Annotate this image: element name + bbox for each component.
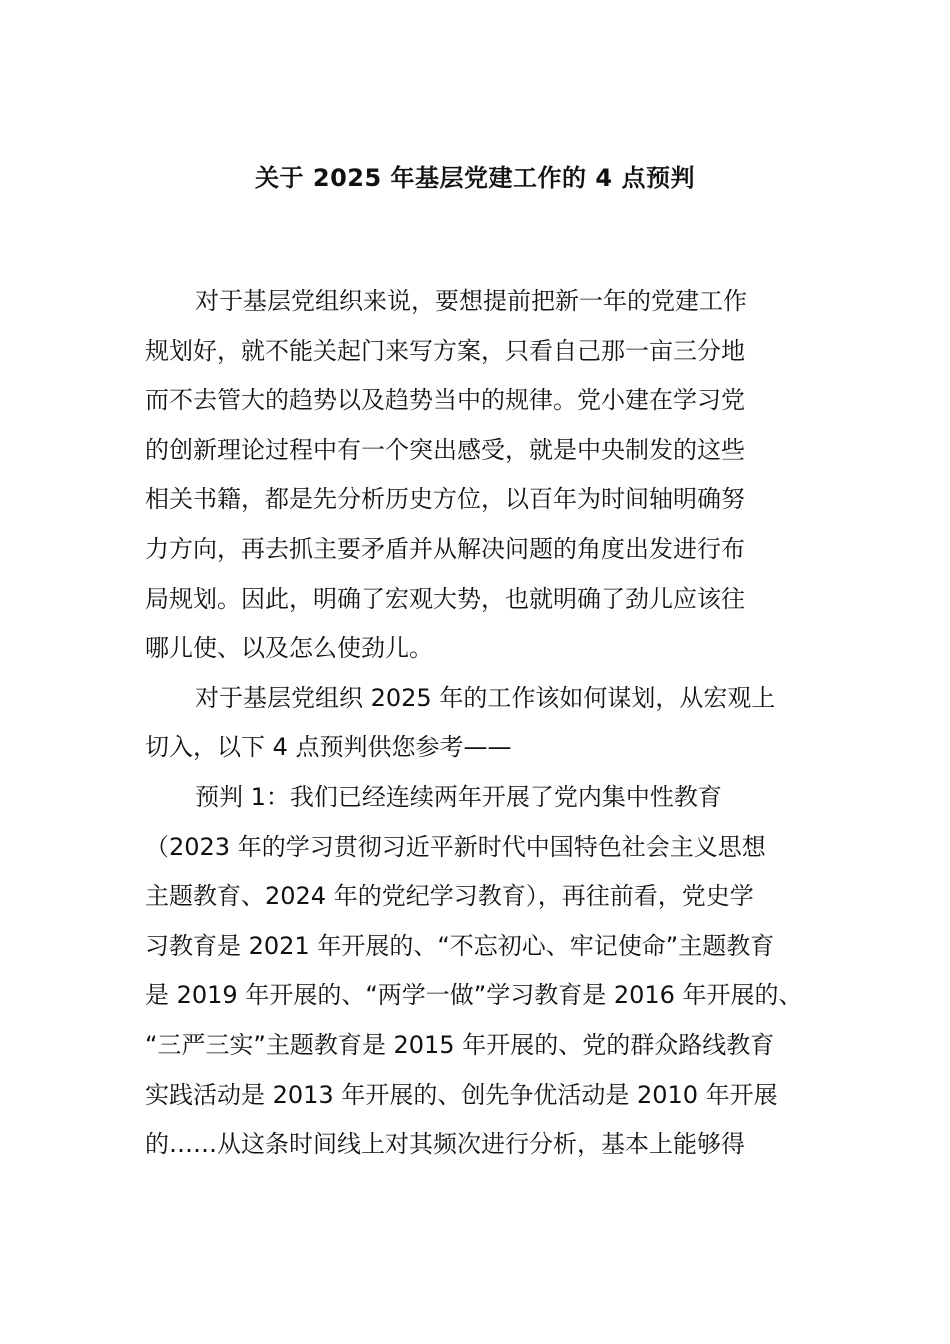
paragraph-line: “三严三实”主题教育是 2015 年开展的、党的群众路线教育 — [145, 1030, 775, 1059]
paragraph-line: 是 2019 年开展的、“两学一做”学习教育是 2016 年开展的、 — [145, 981, 803, 1010]
paragraph-line: 的……从这条时间线上对其频次进行分析，基本上能够得 — [145, 1130, 745, 1159]
paragraph-line: 对于基层党组织来说，要想提前把新一年的党建工作 — [195, 287, 747, 315]
paragraph-line: （2023 年的学习贯彻习近平新时代中国特色社会主义思想 — [145, 832, 766, 861]
paragraph-line: 哪儿使、以及怎么使劲儿。 — [145, 634, 433, 663]
paragraph-line: 相关书籍，都是先分析历史方位，以百年为时间轴明确努 — [145, 485, 745, 514]
paragraph-line: 力方向，再去抓主要矛盾并从解决问题的角度出发进行布 — [145, 534, 745, 563]
paragraph-line: 而不去管大的趋势以及趋势当中的规律。党小建在学习党 — [145, 386, 745, 415]
paragraph-line: 预判 1：我们已经连续两年开展了党内集中性教育 — [195, 782, 722, 811]
paragraph-line: 规划好，就不能关起门来写方案，只看自己那一亩三分地 — [145, 336, 745, 365]
paragraph-line: 的创新理论过程中有一个突出感受，就是中央制发的这些 — [145, 435, 745, 464]
paragraph-line: 局规划。因此，明确了宏观大势，也就明确了劲儿应该往 — [145, 584, 745, 613]
document-title: 关于 2025 年基层党建工作的 4 点预判 — [255, 164, 695, 192]
document-body — [145, 277, 810, 1170]
paragraph-line: 对于基层党组织 2025 年的工作该如何谋划，从宏观上 — [195, 683, 776, 712]
paragraph-line: 实践活动是 2013 年开展的、创先争优活动是 2010 年开展 — [145, 1080, 778, 1109]
paragraph-line: 主题教育、2024 年的党纪学习教育），再往前看，党史学 — [145, 882, 754, 911]
paragraph-line: 切入，以下 4 点预判供您参考—— — [145, 733, 512, 762]
paragraph-line: 习教育是 2021 年开展的、“不忘初心、牢记使命”主题教育 — [145, 931, 775, 960]
